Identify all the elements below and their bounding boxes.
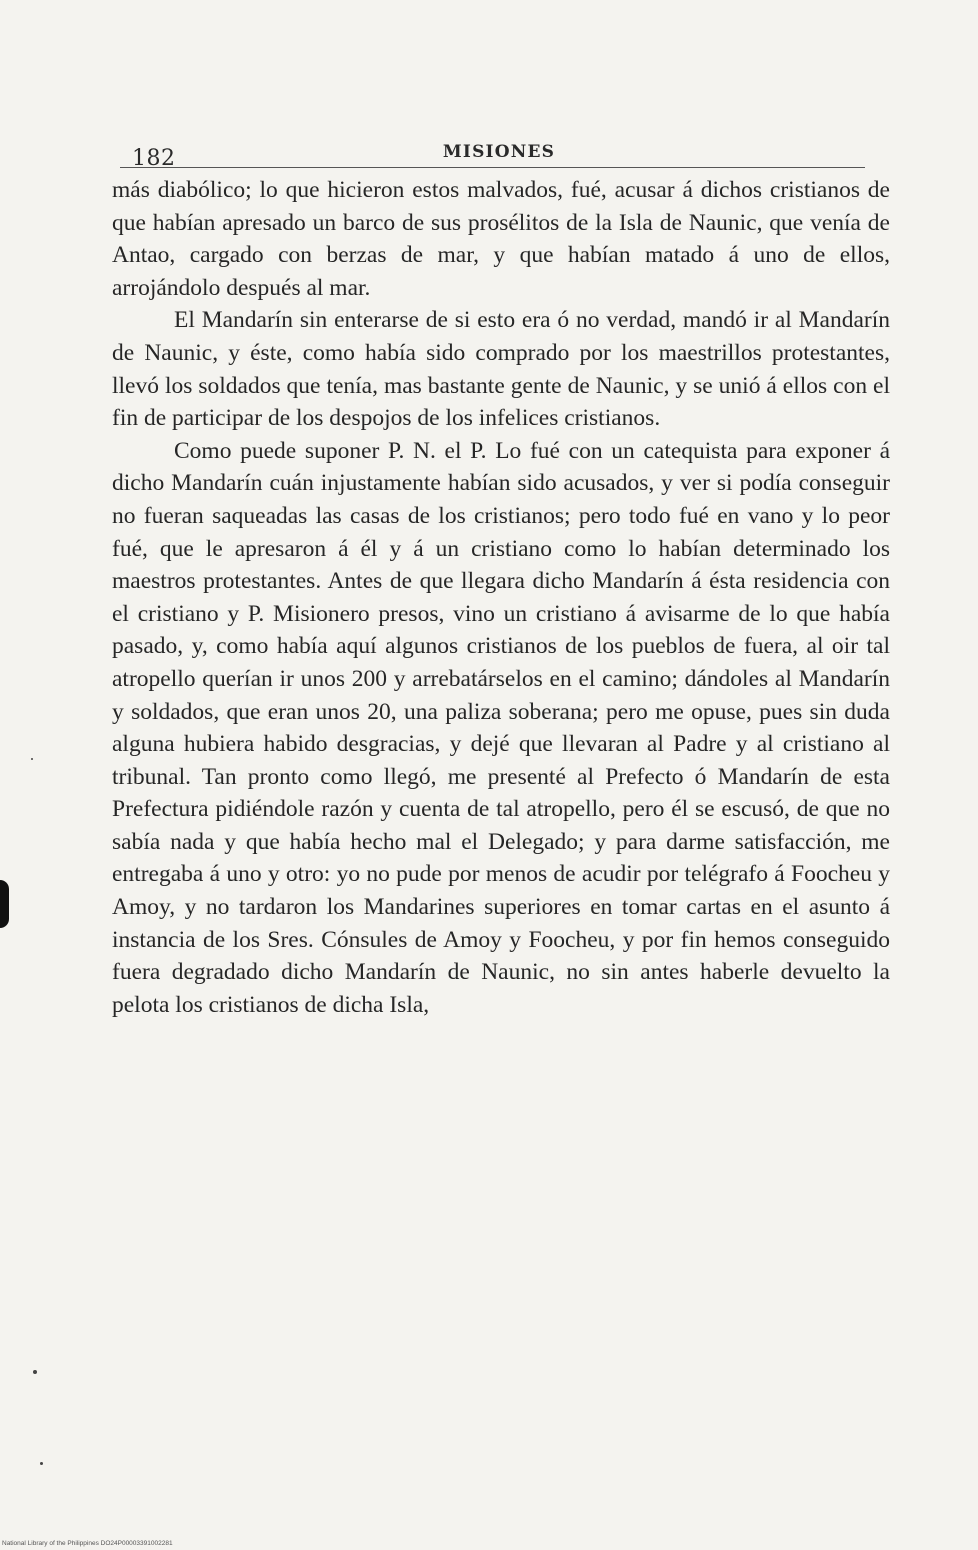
dust-speck (40, 1462, 43, 1465)
paragraph: El Mandarín sin enterarse de si esto era ó no verdad, mandó ir al Mandarín de Naunic, y éste, como había sido comprado por los maestrillos protestantes, llevó los soldados que tenía, mas bastante gente de Naunic, y se unió á ellos con el fin de participar de los despojos de los infelices cristianos. (112, 307, 890, 432)
running-head: MISIONES (442, 142, 556, 162)
paragraph: Como puede suponer P. N. el P. Lo fué con un catequista para exponer á dicho Mandarín cuán injustamente habían sido acusados, y ver si podía conseguir no fueran saqueadas las casas de los cristianos; pero todo fué en vano y lo peor fué, que le apresaron á él y á un cristiano como lo habían determinado los maestros protestantes. Antes de que llegara dicho Mandarín á ésta residencia con el cristiano y P. Misionero presos, vino un cristiano á avisarme de lo que había pasado, y, como había aquí algunos cristianos de los pueblos de fuera, al oir tal atropello querían ir unos 200 y arrebatárselos en el camino; dándoles al Mandarín y soldados, que eran unos 20, una paliza soberana; pero me opuse, pues sin duda alguna hubiera habido desgracias, y dejé que llevaran al Padre y al cristiano al tribunal. Tan pronto como llegó, me presenté al Prefecto ó Mandarín de esta Prefectura pidiéndole razón y cuenta de tal atropello, pero él se escusó, de que no sabía nada y que había hecho mal el Delegado; y para darme satisfacción, me entregaba á uno y otro: yo no pude por menos de acudir por telégrafo á Foocheu y Amoy, y no tardaron los Mandarines superiores en tomar cartas en el asunto á instancia de los Sres. Cónsules de Amoy y Foocheu, y por fin hemos conseguido fuera degradado dicho Mandarín de Naunic, no sin antes haberle devuelto la pelota los cristianos de dicha Isla, (112, 437, 890, 1018)
page-number: 182 (132, 146, 176, 171)
edge-ink-mark (0, 880, 9, 928)
dust-speck (31, 758, 33, 760)
dust-speck (33, 1370, 37, 1374)
scan-credit: National Library of the Philippines DO24P00003391002281 (2, 1540, 173, 1547)
paragraph-continuation: más diabólico; lo que hicieron estos malvados, fué, acusar á dichos cristianos de que habían apresado un barco de sus prosélitos de la Isla de Naunic, que venía de Antao, cargado con berzas de mar, y que habían matado á uno de ellos, arrojándolo después al mar. (112, 177, 890, 301)
body-text (112, 174, 890, 1021)
header-rule (120, 167, 865, 168)
